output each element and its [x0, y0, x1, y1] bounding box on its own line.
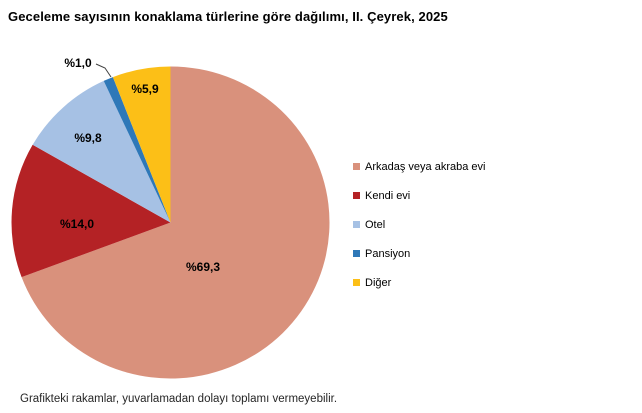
- legend: [353, 159, 485, 304]
- chart-title: Geceleme sayısının konaklama türlerine göre dağılımı, II. Çeyrek, 2025: [8, 9, 448, 24]
- legend-item-pansiyon: [353, 246, 485, 261]
- legend-item-kendi-evi: [353, 188, 485, 203]
- legend-label-kendi-evi: Kendi evi: [365, 189, 411, 202]
- legend-item-arkadas-veya-akraba-evi: [353, 159, 485, 174]
- legend-swatch-otel: [353, 221, 360, 228]
- slice-label-otel: %9,8: [74, 131, 102, 145]
- label-leader-line-pansiyon: [96, 64, 111, 77]
- footnote: Grafikteki rakamlar, yuvarlamadan dolayı toplamı vermeyebilir.: [20, 393, 338, 405]
- legend-swatch-diger: [353, 279, 360, 286]
- slice-label-arkadas-veya-akraba-evi: %69,3: [185, 260, 221, 274]
- slice-label-kendi-evi: %14,0: [59, 217, 95, 231]
- legend-item-otel: [353, 217, 485, 232]
- legend-swatch-kendi-evi: [353, 192, 360, 199]
- legend-item-diger: [353, 275, 485, 290]
- legend-label-otel: Otel: [365, 218, 386, 231]
- slice-label-pansiyon: %1,0: [64, 56, 92, 70]
- legend-label-arkadas-veya-akraba-evi: Arkadaş veya akraba evi: [365, 160, 486, 173]
- legend-swatch-pansiyon: [353, 250, 360, 257]
- legend-swatch-arkadas-veya-akraba-evi: [353, 163, 360, 170]
- legend-label-diger: Diğer: [365, 276, 392, 289]
- legend-label-pansiyon: Pansiyon: [365, 247, 411, 260]
- slice-label-diger: %5,9: [131, 82, 159, 96]
